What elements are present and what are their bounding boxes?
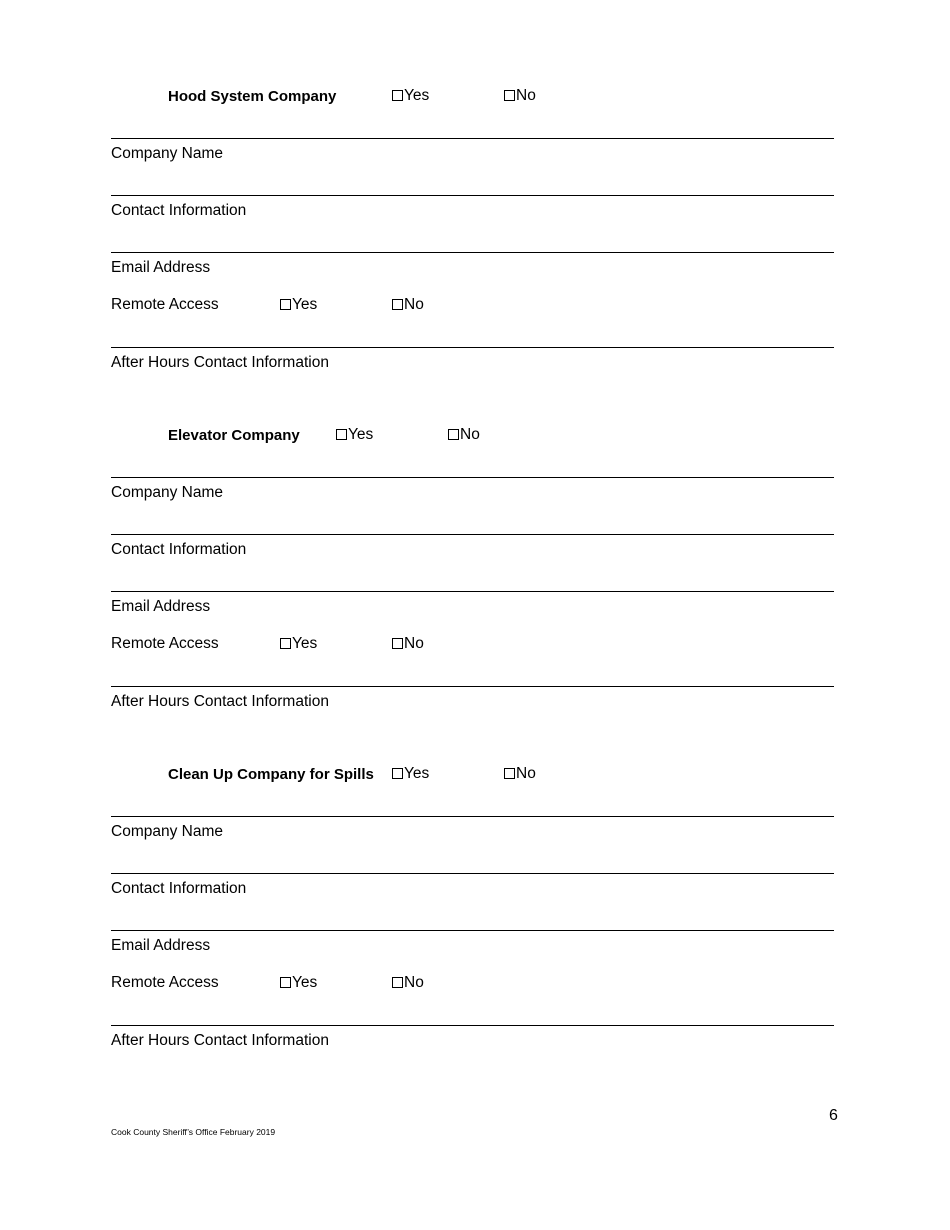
remote-yes-label: Yes <box>292 296 318 313</box>
yes-option[interactable] <box>392 765 429 783</box>
checkbox-icon[interactable] <box>392 90 403 101</box>
remote-no-label: No <box>404 635 424 652</box>
contact-info-line[interactable] <box>111 195 834 196</box>
section-title: Elevator Company <box>168 427 300 444</box>
checkbox-icon[interactable] <box>280 299 291 310</box>
no-label: No <box>516 87 536 104</box>
checkbox-icon[interactable] <box>280 977 291 988</box>
after-hours-label: After Hours Contact Information <box>111 354 329 371</box>
checkbox-icon[interactable] <box>392 768 403 779</box>
page-number: 6 <box>829 1107 838 1124</box>
checkbox-icon[interactable] <box>504 768 515 779</box>
after-hours-line[interactable] <box>111 1025 834 1026</box>
company-name-label: Company Name <box>111 145 223 162</box>
remote-yes-option[interactable] <box>280 635 317 653</box>
company-name-label: Company Name <box>111 484 223 501</box>
company-name-label: Company Name <box>111 823 223 840</box>
remote-yes-label: Yes <box>292 635 318 652</box>
remote-access-label: Remote Access <box>111 974 219 991</box>
yes-option[interactable] <box>336 426 373 444</box>
checkbox-icon[interactable] <box>448 429 459 440</box>
email-line[interactable] <box>111 930 834 931</box>
email-line[interactable] <box>111 591 834 592</box>
contact-info-label: Contact Information <box>111 880 247 897</box>
remote-no-option[interactable] <box>392 974 424 992</box>
contact-info-line[interactable] <box>111 534 834 535</box>
email-label: Email Address <box>111 937 211 954</box>
checkbox-icon[interactable] <box>392 299 403 310</box>
remote-no-label: No <box>404 974 424 991</box>
contact-info-label: Contact Information <box>111 541 247 558</box>
remote-yes-option[interactable] <box>280 296 317 314</box>
checkbox-icon[interactable] <box>336 429 347 440</box>
no-option[interactable] <box>504 87 536 105</box>
no-label: No <box>460 426 480 443</box>
after-hours-label: After Hours Contact Information <box>111 1032 329 1049</box>
remote-no-label: No <box>404 296 424 313</box>
company-name-line[interactable] <box>111 816 834 817</box>
no-label: No <box>516 765 536 782</box>
yes-option[interactable] <box>392 87 429 105</box>
after-hours-line[interactable] <box>111 347 834 348</box>
email-label: Email Address <box>111 598 211 615</box>
after-hours-line[interactable] <box>111 686 834 687</box>
remote-access-label: Remote Access <box>111 296 219 313</box>
footer-text: Cook County Sheriff’s Office February 2019 <box>111 1127 276 1137</box>
no-option[interactable] <box>504 765 536 783</box>
section-title: Clean Up Company for Spills <box>168 766 374 783</box>
yes-label: Yes <box>348 426 374 443</box>
remote-yes-option[interactable] <box>280 974 317 992</box>
yes-label: Yes <box>404 765 430 782</box>
no-option[interactable] <box>448 426 480 444</box>
section-title: Hood System Company <box>168 88 337 105</box>
checkbox-icon[interactable] <box>280 638 291 649</box>
email-line[interactable] <box>111 252 834 253</box>
contact-info-label: Contact Information <box>111 202 247 219</box>
after-hours-label: After Hours Contact Information <box>111 693 329 710</box>
contact-info-line[interactable] <box>111 873 834 874</box>
remote-yes-label: Yes <box>292 974 318 991</box>
email-label: Email Address <box>111 259 211 276</box>
remote-access-label: Remote Access <box>111 635 219 652</box>
company-name-line[interactable] <box>111 477 834 478</box>
checkbox-icon[interactable] <box>392 638 403 649</box>
remote-no-option[interactable] <box>392 635 424 653</box>
checkbox-icon[interactable] <box>504 90 515 101</box>
company-name-line[interactable] <box>111 138 834 139</box>
checkbox-icon[interactable] <box>392 977 403 988</box>
remote-no-option[interactable] <box>392 296 424 314</box>
yes-label: Yes <box>404 87 430 104</box>
